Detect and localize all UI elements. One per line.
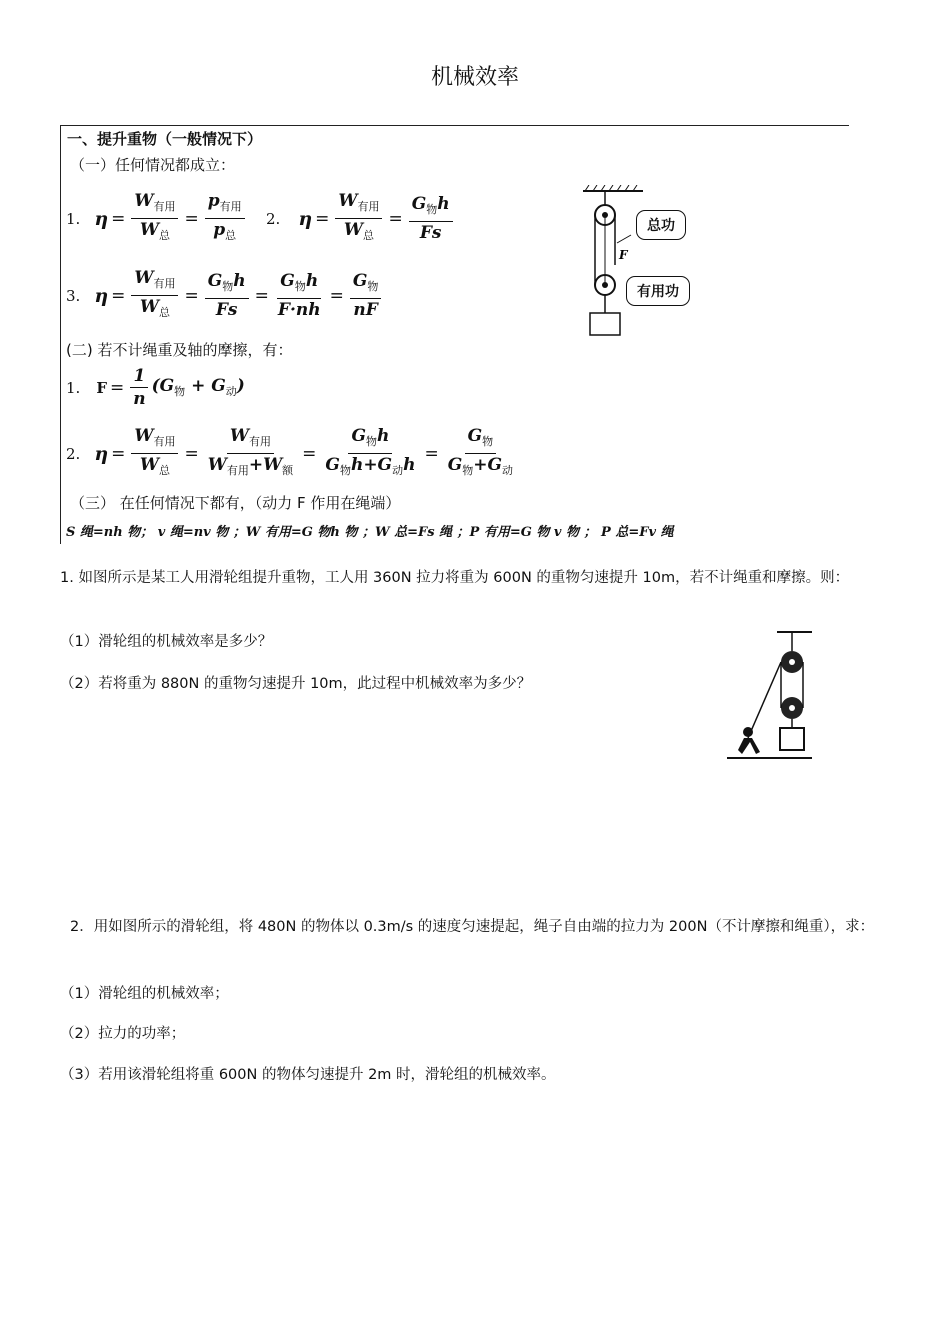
- problem1-q2: （2）若将重为 880N 的重物匀速提升 10m，此过程中机械效率为多少？: [60, 676, 532, 692]
- part1-heading: （一）任何情况都成立：: [70, 156, 236, 174]
- useful-work-bubble: 有用功: [626, 276, 690, 306]
- problem2-q1: （1）滑轮组的机械效率；: [60, 986, 229, 1002]
- problem2-q3: （3）若用该滑轮组将重 600N 的物体匀速提升 2m 时，滑轮组的机械效率。: [60, 1067, 556, 1083]
- formula-number: 1.: [66, 378, 81, 397]
- formula-2: 2. η = $\frac{W_{有用}}{W_总}$ = $\frac{G_物h}{Fs}$: [266, 190, 456, 247]
- formula-number: 2.: [266, 209, 281, 228]
- formula-3: 3. η = $\frac{W_{有用}}{W_总}$ = $\frac{G_物h}{Fs}$ = $\frac{G_物h}{F\cdot nh}$ = $\frac{G_物}{nF}$: [66, 267, 384, 324]
- pulley-diagram: [575, 185, 715, 345]
- total-work-bubble: 总功: [636, 210, 686, 240]
- part3-heading: （三） 在任何情况下都有，（动力 F 作用在绳端）: [70, 494, 401, 512]
- problem2-q2: （2）拉力的功率；: [60, 1026, 186, 1042]
- worker-pulley-figure: [722, 628, 817, 768]
- section-heading: 一、提升重物（一般情况下）: [67, 130, 263, 148]
- formula-efficiency-ideal: 2. η = $\frac{W_{有用}}{W_总}$ = $\frac{W_{有用}}{W_{有用}+W_额}$ = $\frac{G_物h}{G_物h+G_动h}$ = $\frac{G_物}{G_物+G_动}$: [66, 426, 513, 477]
- problem1-text: 1. 如图所示是某工人用滑轮组提升重物，工人用 360N 拉力将重为 600N 的重物匀速提升 10m，若不计绳重和摩擦。则：: [60, 570, 850, 586]
- relations-line: S 绳=nh 物； v 绳=nv 物 ；W 有用=G 物h 物 ；W 总=Fs 绳 ；P 有用=G 物 v 物 ； P 总=Fv 绳: [66, 525, 674, 540]
- formula-number: 1.: [66, 209, 81, 228]
- problem2-text: 2．用如图所示的滑轮组，将 480N 的物体以 0.3m/s 的速度匀速提起，绳子自由端的拉力为 200N（不计摩擦和绳重），求：: [70, 919, 875, 935]
- formula-1: 1. η = $\frac{W_{有用}}{W_总}$ = $\frac{p_{有用}}{p_总}$: [66, 190, 248, 247]
- page-title: 机械效率: [430, 65, 519, 90]
- formula-force: 1. F = $\frac{1}{n}$ $(G_物 + G_动)$: [66, 366, 245, 409]
- part2-heading: (二) 若不计绳重及轴的摩擦，有：: [66, 341, 293, 359]
- formula-number: 3.: [66, 286, 81, 305]
- force-label: F: [619, 248, 628, 262]
- problem1-q1: （1）滑轮组的机械效率是多少？: [60, 634, 273, 650]
- formula-number: 2.: [66, 444, 81, 463]
